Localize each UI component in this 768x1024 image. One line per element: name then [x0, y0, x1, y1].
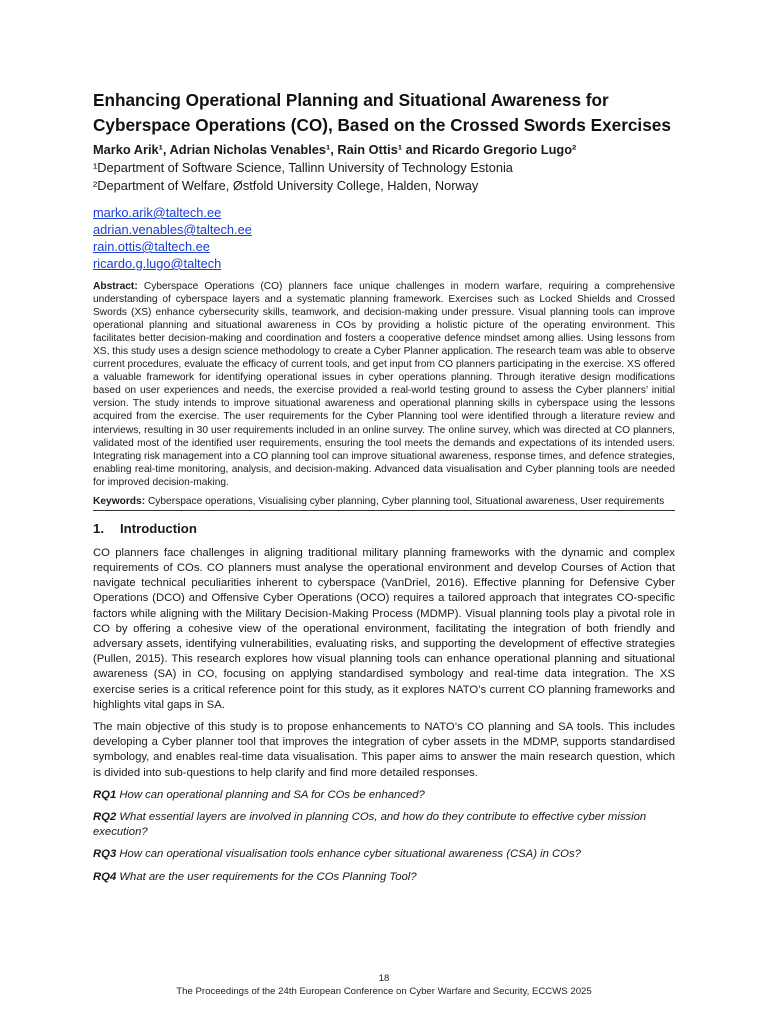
author-emails	[93, 204, 675, 272]
rq-label: RQ4	[93, 870, 117, 883]
abstract-text: Cyberspace Operations (CO) planners face unique challenges in modern warfare, requiring a comprehensive understanding of cyberspace layers and a systematic planning framework. Exercises such as Locked Shields and Crossed Swords (XS) enhance cybersecurity skills, teamwork, and decision-making under pressure. Visual planning tools can improve operational planning and situational awareness in COs by providing a holistic picture of the operating environment. This facilitates better decision-making and coordination and fosters a cooperative defence mindset among allies. Using lessons from XS, this study uses a design science methodology to create a Cyber Planner application. The research team was able to observe current procedures, evaluate the efficacy of current tools, and get input from CO planners participating in the exercise. XS offered a valuable framework for identifying operational issues in cyber operations planning. Through iterative design modifications based on user experiences and needs, the exercise provided a real-world testing ground to assess the Cyber planners’ initial version. The study intends to improve situational awareness and operational planning skills in cyberspace using the lessons acquired from the exercise. The user requirements for the Cyber Planning tool were identified through a literature review and interviews, resulting in 30 user requirements included in an online survey. The online survey, which was directed at CO planners, validated most of the identified user requirements, ensuring the tool meets the demands and expectations of its intended users. Integrating risk management into a CO planning tool can improve situational awareness, response times, and defence strategies, enabling real-time monitoring, analysis, and decision-making. Advanced data visualisation and Cyber planning tools are needed for improved decision-making.	[93, 281, 675, 488]
paper-title: Enhancing Operational Planning and Situational Awareness for Cyberspace Operations (CO), Based on the Crossed Swords Exercises	[93, 90, 671, 135]
paragraph: The main objective of this study is to propose enhancements to NATO’s CO planning and SA tools. This includes developing a Cyber planner tool that improves the integration of cyber assets in the MDMP, supports standardised symbology, and enables real-time data visualisation. This paper aims to answer the main research question, which is divided into sub-questions to help clarify and find more detailed responses.	[93, 721, 675, 779]
rq-label: RQ1	[93, 788, 117, 801]
research-question	[93, 810, 675, 840]
author-list: Marko Arik¹, Adrian Nicholas Venables¹, Rain Ottis¹ and Ricardo Gregorio Lugo²	[93, 142, 577, 157]
abstract	[93, 280, 675, 489]
section-heading	[93, 520, 675, 538]
affiliation-2: ²Department of Welfare, Østfold University College, Halden, Norway	[93, 178, 479, 193]
abstract-label: Abstract:	[93, 281, 138, 292]
email-link[interactable]: marko.arik@taltech.ee	[93, 205, 222, 220]
section-number: 1.	[93, 520, 104, 536]
email-link[interactable]: rain.ottis@taltech.ee	[93, 239, 210, 254]
section-title: Introduction	[120, 520, 197, 536]
page-footer	[0, 972, 768, 998]
research-question	[93, 870, 675, 885]
rq-label: RQ2	[93, 811, 117, 824]
page-number: 18	[378, 973, 390, 984]
rq-text: What essential layers are involved in planning COs, and how do they contribute to effective cyber mission execution?	[93, 811, 647, 839]
keywords	[93, 495, 675, 511]
research-question	[93, 847, 675, 862]
email-link[interactable]: adrian.venables@taltech.ee	[93, 222, 252, 237]
email-link[interactable]: ricardo.g.lugo@taltech	[93, 256, 222, 271]
rq-text: What are the user requirements for the COs Planning Tool?	[119, 870, 417, 883]
rq-label: RQ3	[93, 848, 117, 861]
section-body	[93, 546, 675, 781]
rq-text: How can operational planning and SA for COs be enhanced?	[119, 788, 425, 801]
affiliation-1: ¹Department of Software Science, Tallinn University of Technology Estonia	[93, 160, 513, 175]
keywords-label: Keywords:	[93, 495, 146, 507]
research-question	[93, 788, 675, 803]
rq-text: How can operational visualisation tools enhance cyber situational awareness (CSA) in COs?	[119, 848, 581, 861]
keywords-text: Cyberspace operations, Visualising cyber planning, Cyber planning tool, Situational awareness, User requirements	[147, 495, 665, 507]
proceedings-line: The Proceedings of the 24th European Conference on Cyber Warfare and Security, ECCWS 2025	[176, 986, 592, 997]
paragraph: CO planners face challenges in aligning traditional military planning frameworks with the dynamic and complex requirements of COs. CO planners must analyse the operational environment and develop Courses of Action that navigate technical peculiarities inherent to cyberspace (VanDriel, 2016). Effective planning for Defensive Cyber Operations (DCO) and Offensive Cyber Operations (OCO) requires a tailored approach that integrates CO-specific factors while aligning with the Military Decision-Making Process (MDMP). Visual planning tools play a pivotal role in CO by offering a cohesive view of the operational environment, facilitating the integration of both friendly and adversary assets, identifying vulnerabilities, evaluating risks, and supporting the development of effective strategies (Pullen, 2015). This research explores how visual planning tools can enhance operational planning and situational awareness (SA) in CO, focusing on applying standardised symbology and real-time data integration. The XS exercise series is a critical reference point for this study, as it explores NATO’s current CO planning frameworks and highlights vital gaps in SA.	[93, 546, 675, 711]
